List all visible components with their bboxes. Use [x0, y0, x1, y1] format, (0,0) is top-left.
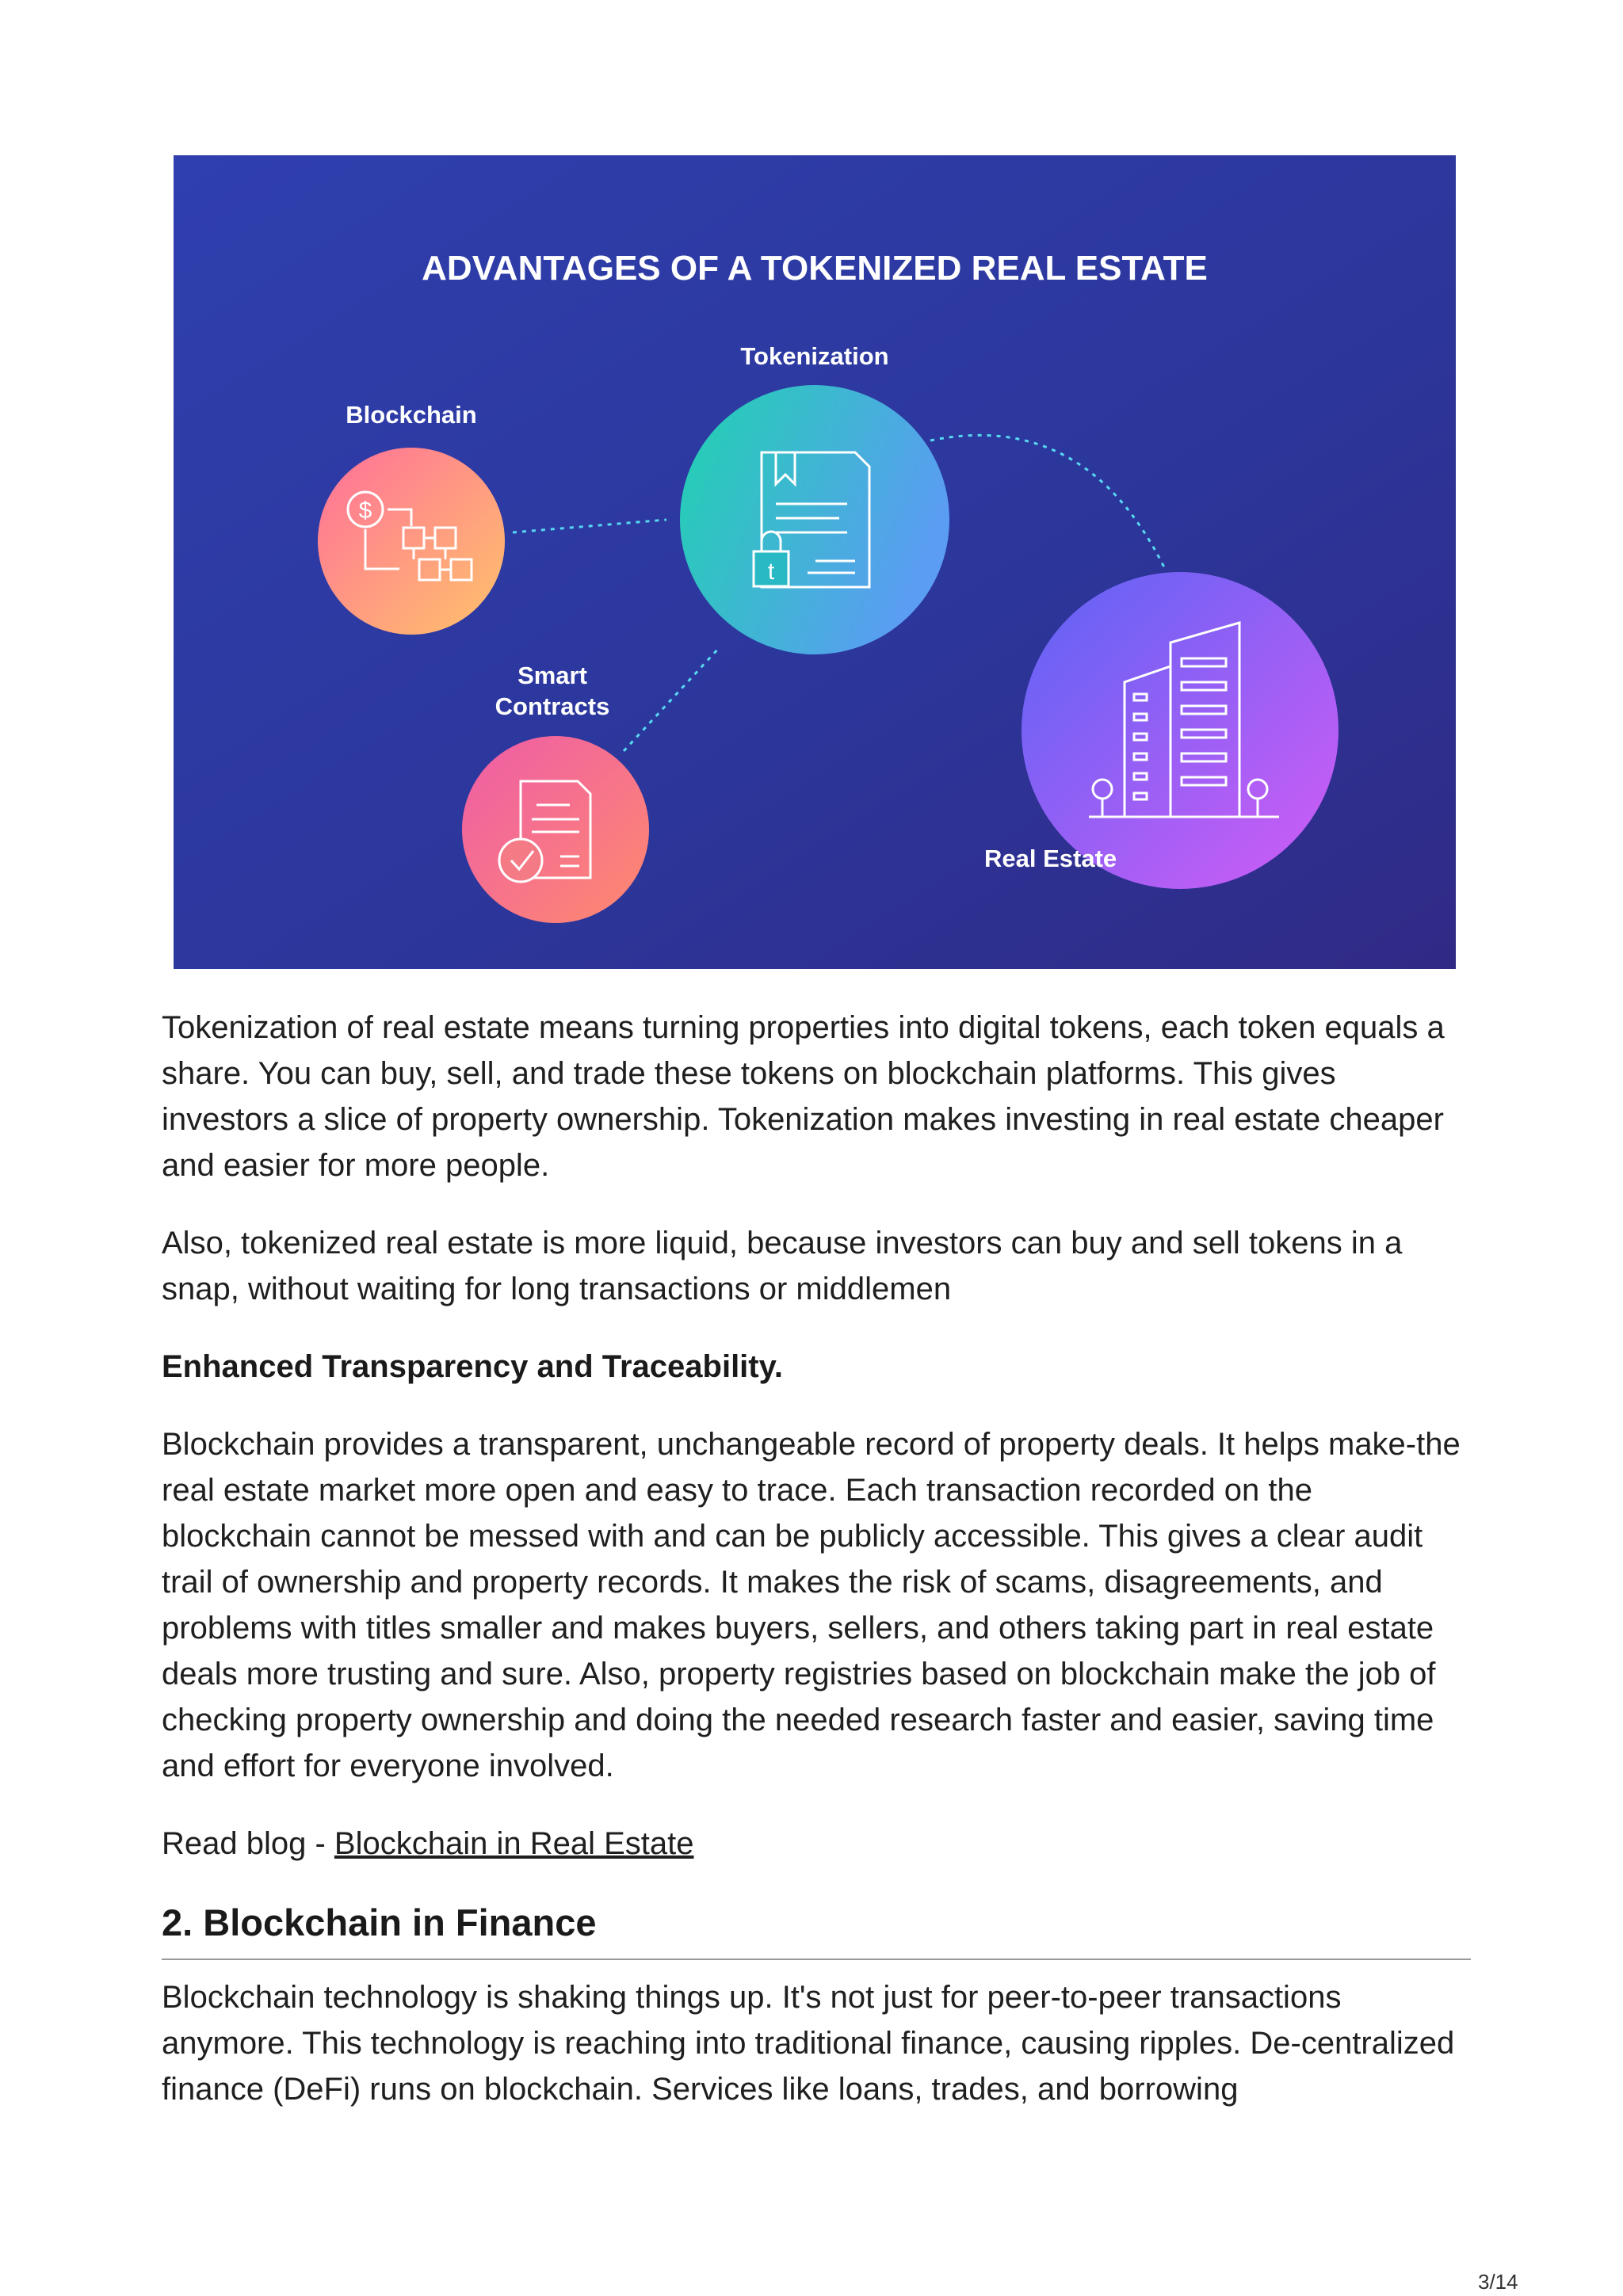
transparency-subheading: Enhanced Transparency and Traceability. [162, 1349, 784, 1384]
smart-contracts-circle [462, 736, 649, 923]
blockchain-circle [318, 448, 505, 635]
blockchain-in-real-estate-link[interactable]: Blockchain in Real Estate [334, 1826, 694, 1861]
liquidity-paragraph: Also, tokenized real estate is more liquid, because investors can buy and sell tokens in a snap, without waiting for long transactions or middlemen [162, 1226, 1403, 1306]
svg-text:$: $ [358, 498, 372, 524]
read-blog-line [162, 1821, 1471, 1867]
smart-contracts-label-line1: Smart [517, 662, 587, 689]
tokenized-real-estate-infographic [174, 155, 1456, 969]
transparency-paragraph: Blockchain provides a transparent, unchangeable record of property deals. It helps make-the real estate market more open and easy to trace. Each transaction recorded on the blockchain cannot be messed with and can be publicly accessible. This gives a clear audit trail of ownership and property records. It makes the risk of scams, disagreements, and problems with titles smaller and makes buyers, sellers, and others taking part in real estate deals more trusting and sure. Also, property registries based on blockchain make the job of checking property ownership and doing the needed research faster and easier, saving time and effort for everyone involved. [162, 1427, 1461, 1783]
page-number: 3/14 [1478, 2270, 1518, 2294]
real-estate-circle [1022, 572, 1338, 889]
svg-text:t: t [767, 559, 775, 585]
infographic-title: ADVANTAGES OF A TOKENIZED REAL ESTATE [422, 249, 1208, 288]
tokenization-circle [680, 385, 949, 654]
finance-paragraph: Blockchain technology is shaking things up. It's not just for peer-to-peer transactions anymore. This technology is reaching into traditional finance, causing ripples. De-centralized finance (DeFi) runs on blockchain. Services like loans, trades, and borrowing [162, 1980, 1455, 2107]
smart-contracts-label-line2: Contracts [495, 692, 610, 720]
blockchain-label: Blockchain [346, 401, 477, 429]
real-estate-label: Real Estate [984, 845, 1117, 872]
tokenization-paragraph: Tokenization of real estate means turning properties into digital tokens, each token equals a share. You can buy, sell, and trade these tokens on blockchain platforms. This gives investors a slice of property ownership. Tokenization makes investing in real estate cheaper and easier for more people. [162, 1010, 1445, 1183]
read-blog-prefix: Read blog - [162, 1826, 334, 1861]
section-heading: 2. Blockchain in Finance [162, 1898, 1471, 1960]
article-body [162, 1005, 1471, 2144]
tokenization-label: Tokenization [740, 342, 889, 370]
